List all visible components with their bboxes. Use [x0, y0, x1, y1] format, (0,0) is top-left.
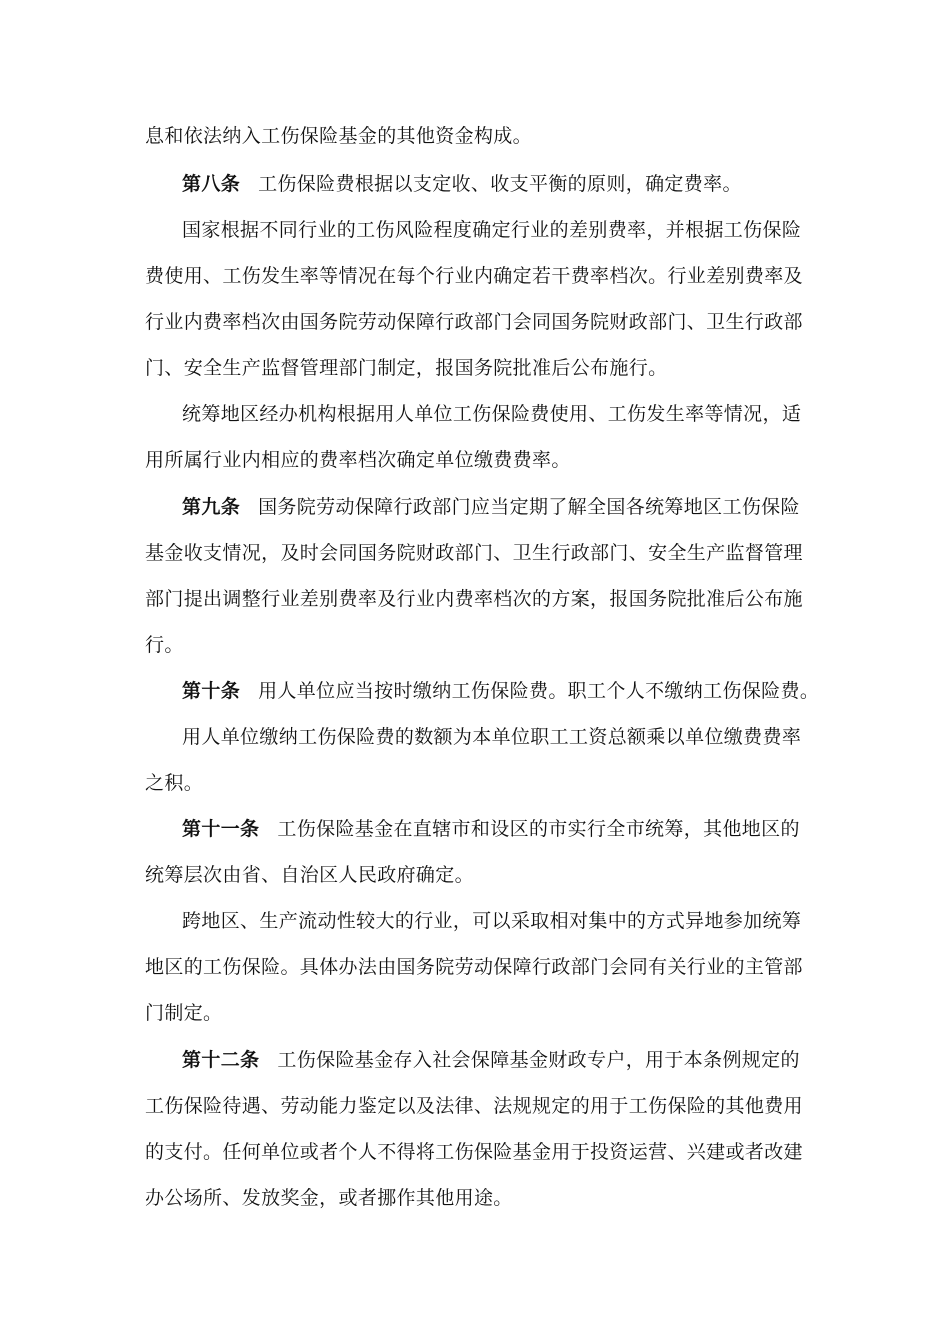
- line-text: 统筹地区经办机构根据用人单位工伤保险费使用、工伤发生率等情况，适: [182, 403, 802, 425]
- line-text: 跨地区、生产流动性较大的行业，可以采取相对集中的方式异地参加统筹: [182, 910, 802, 932]
- line-text: 用所属行业内相应的费率档次确定单位缴费费率。: [145, 449, 571, 471]
- text-line: [145, 355, 805, 381]
- line-text: 的支付。任何单位或者个人不得将工伤保险基金用于投资运营、兴建或者改建: [145, 1141, 803, 1163]
- line-text: 行业内费率档次由国务院劳动保障行政部门会同国务院财政部门、卫生行政部: [145, 311, 803, 333]
- line-text: 国家根据不同行业的工伤风险程度确定行业的差别费率，并根据工伤保险: [182, 219, 802, 241]
- text-line: [145, 632, 805, 658]
- line-text: 之积。: [145, 772, 204, 794]
- text-line: [182, 401, 842, 427]
- line-text: 工伤保险费根据以支定收、收支平衡的原则，确定费率。: [258, 173, 742, 195]
- text-line: [182, 908, 842, 934]
- line-text: 统筹层次由省、自治区人民政府确定。: [145, 864, 474, 886]
- article-10-heading-line: [182, 678, 842, 704]
- line-text: 工伤保险基金在直辖市和设区的市实行全市统筹，其他地区的: [277, 818, 800, 840]
- text-line: [145, 586, 805, 612]
- article-number: 第十一条: [182, 818, 260, 840]
- text-line: [145, 1139, 805, 1165]
- line-text: 办公场所、发放奖金，或者挪作其他用途。: [145, 1187, 513, 1209]
- article-8-heading-line: [182, 171, 842, 197]
- line-text: 国务院劳动保障行政部门应当定期了解全国各统筹地区工伤保险: [258, 496, 800, 518]
- text-line: [145, 1185, 805, 1211]
- text-line: [182, 724, 842, 750]
- text-line: [145, 309, 805, 335]
- article-number: 第十二条: [182, 1049, 260, 1071]
- text-line: [145, 1093, 805, 1119]
- text-line: [145, 263, 805, 289]
- text-line: [145, 954, 805, 980]
- text-line: [145, 1000, 805, 1026]
- line-text: 工伤保险基金存入社会保障基金财政专户，用于本条例规定的: [277, 1049, 800, 1071]
- text-line: [145, 123, 805, 149]
- text-line: [145, 770, 805, 796]
- text-line: [182, 217, 842, 243]
- line-text: 门制定。: [145, 1002, 223, 1024]
- line-text: 门、安全生产监督管理部门制定，报国务院批准后公布施行。: [145, 357, 668, 379]
- line-text: 行。: [145, 634, 184, 656]
- text-line: [145, 447, 805, 473]
- text-line: [145, 862, 805, 888]
- article-number: 第十条: [182, 680, 241, 702]
- line-text: 基金收支情况，及时会同国务院财政部门、卫生行政部门、安全生产监督管理: [145, 542, 803, 564]
- line-text: 息和依法纳入工伤保险基金的其他资金构成。: [145, 125, 533, 147]
- article-9-heading-line: [182, 494, 842, 520]
- article-number: 第八条: [182, 173, 241, 195]
- line-text: 工伤保险待遇、劳动能力鉴定以及法律、法规规定的用于工伤保险的其他费用: [145, 1095, 803, 1117]
- line-text: 部门提出调整行业差别费率及行业内费率档次的方案，报国务院批准后公布施: [145, 588, 803, 610]
- line-text: 用人单位应当按时缴纳工伤保险费。职工个人不缴纳工伤保险费。: [258, 680, 820, 702]
- article-number: 第九条: [182, 496, 241, 518]
- article-11-heading-line: [182, 816, 842, 842]
- line-text: 地区的工伤保险。具体办法由国务院劳动保障行政部门会同有关行业的主管部: [145, 956, 803, 978]
- article-12-heading-line: [182, 1047, 842, 1073]
- line-text: 用人单位缴纳工伤保险费的数额为本单位职工工资总额乘以单位缴费费率: [182, 726, 802, 748]
- line-text: 费使用、工伤发生率等情况在每个行业内确定若干费率档次。行业差别费率及: [145, 265, 803, 287]
- text-line: [145, 540, 805, 566]
